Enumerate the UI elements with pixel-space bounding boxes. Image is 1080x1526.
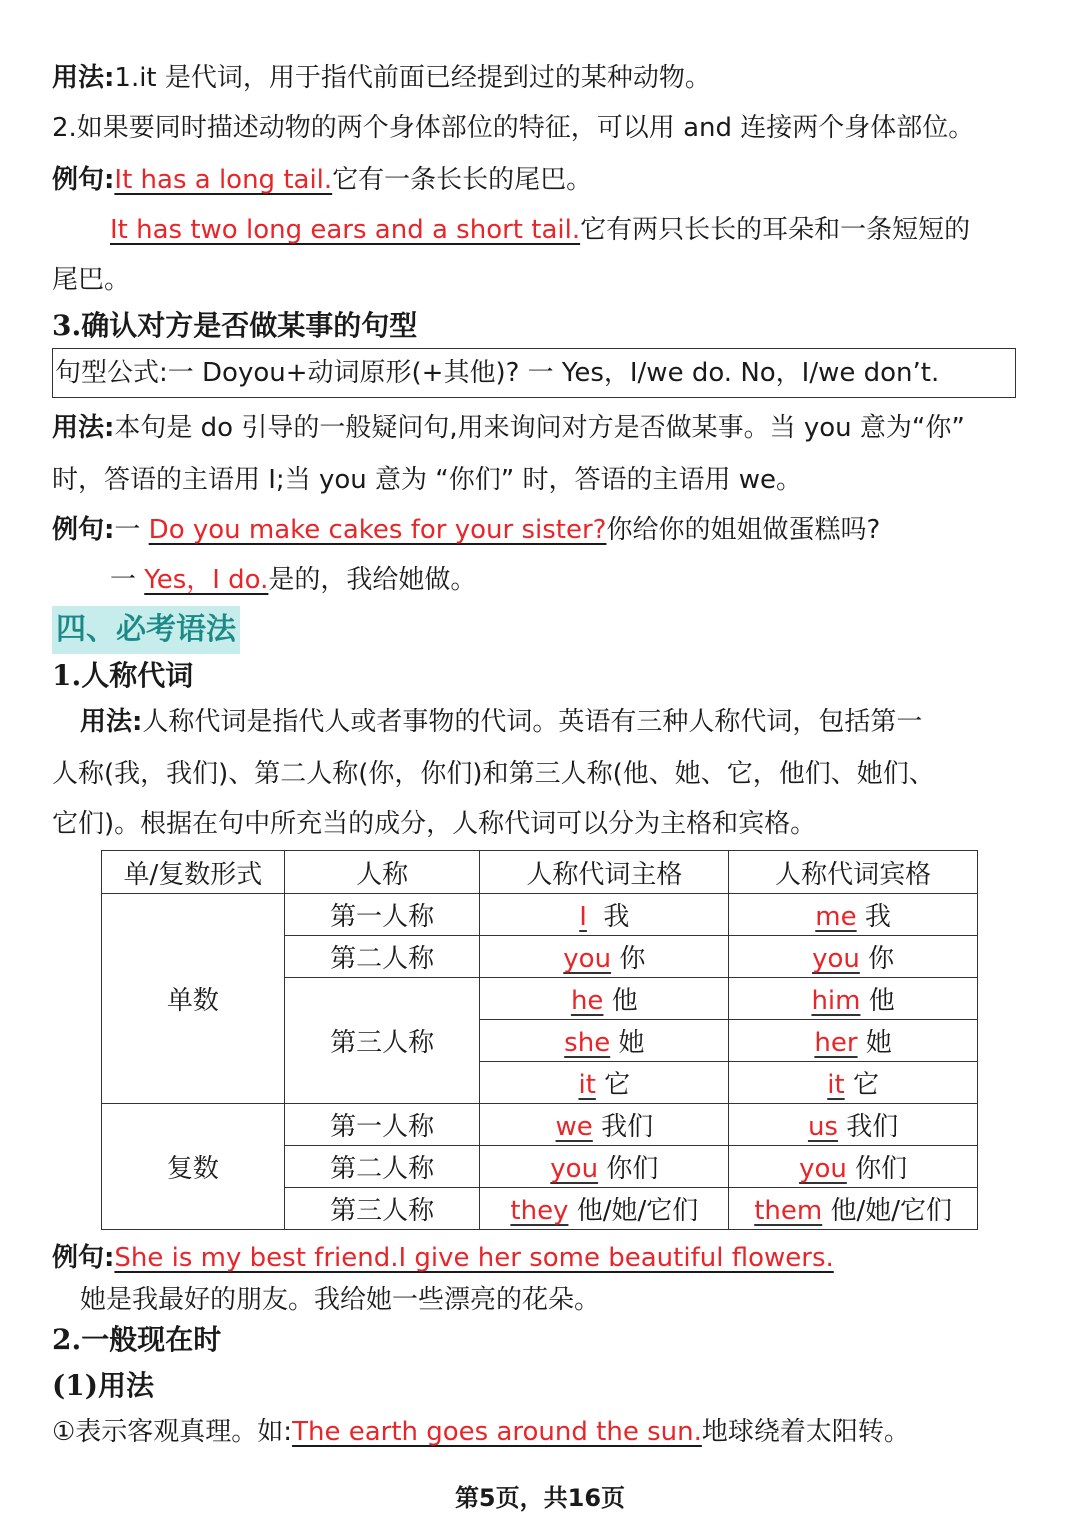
object-cell: me 我	[729, 894, 978, 936]
person-cell: 第三人称	[284, 978, 480, 1104]
object-cell: him 他	[729, 978, 978, 1020]
person-cell: 第二人称	[284, 936, 480, 978]
example-line-2: It has two long ears and a short tail.它有两只长长的耳朵和一条短短的	[110, 215, 971, 245]
object-cell: it 它	[729, 1062, 978, 1104]
usage-3-line-2: 时，答语的主语用 I;当 you 意为 “你们” 时，答语的主语用 we。	[52, 465, 802, 495]
person-cell: 第二人称	[284, 1146, 480, 1188]
singular-cell: 单数	[102, 894, 285, 1104]
subheading-pronouns: 1.人称代词	[52, 659, 194, 692]
table-row	[102, 894, 978, 936]
table-header: 人称	[284, 851, 480, 894]
subject-cell: we 我们	[480, 1104, 729, 1146]
pronoun-usage-line-1: 用法:人称代词是指代人或者事物的代词。英语有三种人称代词，包括第一	[80, 707, 923, 737]
usage-line-1: 用法:1.it 是代词，用于指代前面已经提到过的某种动物。	[52, 63, 711, 93]
person-cell: 第三人称	[284, 1188, 480, 1230]
table-header: 人称代词宾格	[729, 851, 978, 894]
usage-3-line-1: 用法:本句是 do 引导的一般疑问句,用来询问对方是否做某事。当 you 意为“你”	[52, 413, 965, 443]
table-row	[102, 1104, 978, 1146]
subject-cell: they 他/她/它们	[480, 1188, 729, 1230]
page-footer: 第5页，共16页	[454, 1484, 626, 1512]
object-cell: her 她	[729, 1020, 978, 1062]
subheading-usage: (1)用法	[52, 1369, 154, 1402]
table-header: 人称代词主格	[480, 851, 729, 894]
object-cell: you 你们	[729, 1146, 978, 1188]
example-3-answer: 一 Yes，I do.是的，我给她做。	[110, 565, 477, 595]
subject-cell: she 她	[480, 1020, 729, 1062]
section-title-4: 四、必考语法	[52, 606, 240, 654]
example-line-2-cont: 尾巴。	[52, 265, 131, 295]
subject-cell: you 你	[480, 936, 729, 978]
pronoun-usage-line-3: 它们)。根据在句中所充当的成分，人称代词可以分为主格和宾格。	[52, 809, 817, 839]
present-simple-item-1: ①表示客观真理。如:The earth goes around the sun.地球绕着太阳转。	[52, 1417, 910, 1447]
section-heading-3: 3.确认对方是否做某事的句型	[52, 309, 418, 342]
example-pronoun-line: 例句:She is my best friend.I give her some beautiful flowers.	[52, 1243, 834, 1273]
example-3-question: 例句:一 Do you make cakes for your sister?你给你的姐姐做蛋糕吗?	[52, 515, 881, 545]
example-line-1: 例句:It has a long tail.它有一条长长的尾巴。	[52, 165, 593, 195]
object-cell: you 你	[729, 936, 978, 978]
table-header-row	[102, 851, 978, 894]
usage-line-2: 2.如果要同时描述动物的两个身体部位的特征，可以用 and 连接两个身体部位。	[52, 113, 975, 143]
plural-cell: 复数	[102, 1104, 285, 1230]
subject-cell: I 我	[480, 894, 729, 936]
subheading-present-simple: 2.一般现在时	[52, 1323, 222, 1356]
pronoun-usage-line-2: 人称(我，我们)、第二人称(你，你们)和第三人称(他、她、它，他们、她们、	[52, 759, 935, 789]
subject-cell: it 它	[480, 1062, 729, 1104]
table-header: 单/复数形式	[102, 851, 285, 894]
example-pronoun-translation: 她是我最好的朋友。我给她一些漂亮的花朵。	[80, 1285, 601, 1315]
pronoun-table	[101, 850, 978, 1230]
person-cell: 第一人称	[284, 894, 480, 936]
object-cell: them 他/她/它们	[729, 1188, 978, 1230]
subject-cell: he 他	[480, 978, 729, 1020]
object-cell: us 我们	[729, 1104, 978, 1146]
subject-cell: you 你们	[480, 1146, 729, 1188]
formula-box: 句型公式:一 Doyou+动词原形(+其他)? 一 Yes，I/we do. No，I/we don’t.	[52, 348, 1016, 398]
person-cell: 第一人称	[284, 1104, 480, 1146]
